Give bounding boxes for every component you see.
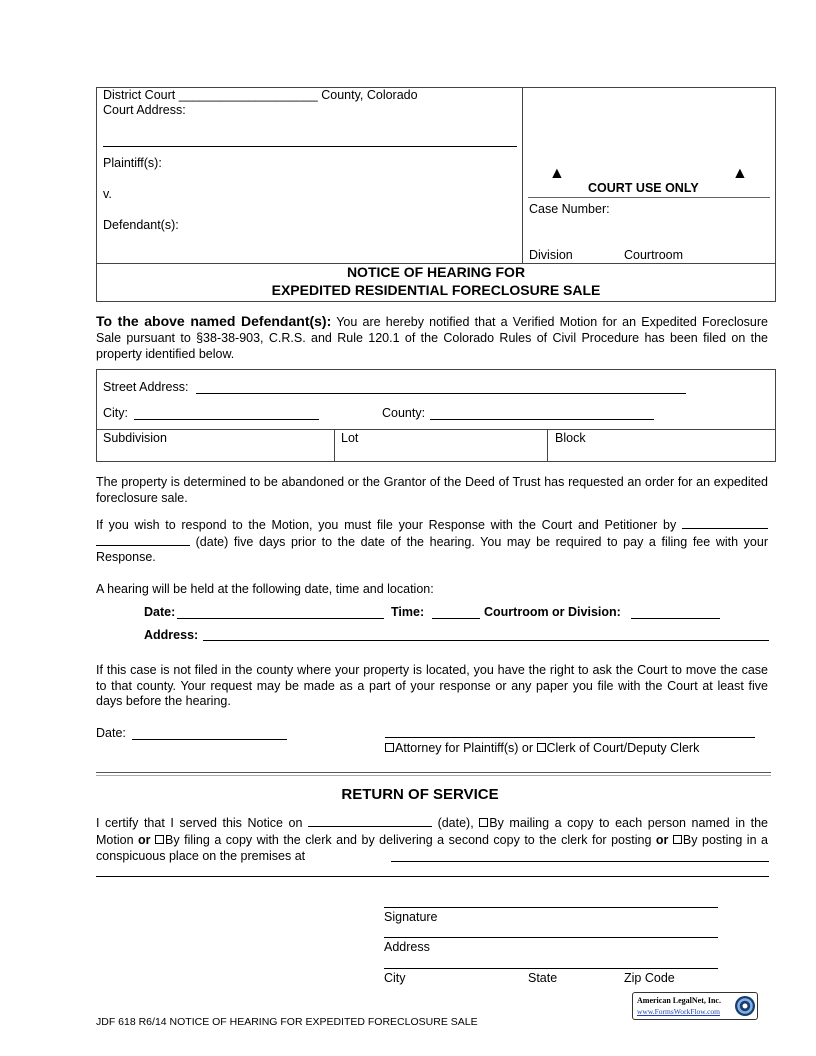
mailing-text: By mailing a copy to each person named in the Motion xyxy=(96,816,768,847)
hearing-date-line[interactable] xyxy=(177,618,384,619)
lot-label: Lot xyxy=(341,431,359,445)
title-line-2: EXPEDITED RESIDENTIAL FORECLOSURE SALE xyxy=(271,282,601,298)
property-col-divider-2 xyxy=(547,429,548,462)
hearing-intro: A hearing will be held at the following date, time and location: xyxy=(96,582,434,596)
hearing-address-label: Address: xyxy=(144,628,199,642)
respond-date-line-2[interactable] xyxy=(96,534,190,546)
respond-date-line-1[interactable] xyxy=(682,517,768,529)
district-court-line: District Court ____________________ County, Colorado xyxy=(103,88,418,102)
or-text-1: or xyxy=(138,832,151,847)
mailing-checkbox[interactable] xyxy=(479,818,488,827)
server-state-label: State xyxy=(528,971,558,985)
server-signature-line[interactable] xyxy=(384,907,718,908)
premises-line-1[interactable] xyxy=(391,861,769,862)
court-address-label: Court Address: xyxy=(103,103,186,117)
server-city-label: City xyxy=(384,971,406,985)
court-use-only-label: COURT USE ONLY xyxy=(588,181,699,195)
court-address-line[interactable] xyxy=(103,146,517,147)
clerk-signature-line[interactable] xyxy=(385,737,755,738)
court-use-arrow-left-icon: ▲ xyxy=(549,165,565,182)
clerk-checkbox[interactable] xyxy=(537,743,546,752)
property-box xyxy=(96,369,776,462)
attorney-checkbox[interactable] xyxy=(385,743,394,752)
versus-label: v. xyxy=(103,187,112,201)
filing-checkbox[interactable] xyxy=(155,835,164,844)
county-line[interactable] xyxy=(430,419,654,420)
filing-text: By filing a copy with the clerk and by delivering a second copy to the clerk for posting xyxy=(165,832,652,847)
county-label: County: xyxy=(382,406,426,420)
city-line[interactable] xyxy=(134,419,319,420)
certify-text-2: (date), xyxy=(437,816,474,830)
server-address-label: Address xyxy=(384,940,430,954)
property-row-divider xyxy=(96,429,776,430)
premises-line-2[interactable] xyxy=(96,876,769,877)
or-text-2: or xyxy=(655,832,669,847)
attorney-label: Attorney for Plaintiff(s) or xyxy=(395,741,534,755)
certify-text-1: I certify that I served this Notice on xyxy=(96,816,303,830)
notice-date-line[interactable] xyxy=(132,739,287,740)
section-divider xyxy=(96,772,771,776)
server-address-line[interactable] xyxy=(384,937,718,938)
division-label: Division xyxy=(529,248,573,262)
server-signature-label: Signature xyxy=(384,910,438,924)
city-label: City: xyxy=(103,406,128,420)
hearing-courtroom-label: Courtroom or Division: xyxy=(484,605,621,619)
return-of-service-heading: RETURN OF SERVICE xyxy=(341,786,499,803)
plaintiff-label: Plaintiff(s): xyxy=(103,156,162,170)
intro-text: You are hereby notified that a Verified Motion for an Expedited Foreclosure Sale pursuant to §38-38-903, C.R.S. and Rule 120.1 of the Colorado Rules of Civil Procedure has been filed on the property identified below. xyxy=(96,315,768,361)
street-address-label: Street Address: xyxy=(103,380,189,394)
respond-text-2: (date) five days prior to the date of the hearing. You may be required to pay a filing fee with your Response. xyxy=(96,534,768,564)
legalnet-logo-url: www.FormsWorkFlow.com xyxy=(637,1007,721,1016)
subdivision-label: Subdivision xyxy=(103,431,167,445)
posting-text: By posting in a conspicuous place on the premises at xyxy=(96,832,768,863)
signer-options xyxy=(385,741,699,755)
respond-text-1: If you wish to respond to the Motion, you must file your Response with the Court and Petitioner by xyxy=(96,518,677,532)
legalnet-globe-icon xyxy=(734,995,756,1017)
service-date-line[interactable] xyxy=(308,815,432,827)
court-use-underline xyxy=(528,197,770,198)
title-line-1: NOTICE OF HEARING FOR xyxy=(346,264,526,280)
defendant-label: Defendant(s): xyxy=(103,218,179,232)
street-address-line[interactable] xyxy=(196,393,686,394)
case-number-label: Case Number: xyxy=(529,202,610,216)
intro-paragraph xyxy=(96,313,768,362)
legalnet-logo-name: American LegalNet, Inc. xyxy=(637,996,721,1005)
notice-date-label: Date: xyxy=(96,726,126,740)
hearing-address-line[interactable] xyxy=(203,640,769,641)
property-col-divider-1 xyxy=(334,429,335,462)
abandoned-paragraph: The property is determined to be abandoned or the Grantor of the Deed of Trust has requested an order for an expedited foreclosure sale. xyxy=(96,475,768,505)
caption-divider-vertical xyxy=(522,87,523,263)
hearing-time-line[interactable] xyxy=(432,618,480,619)
hearing-time-label: Time: xyxy=(391,605,425,619)
hearing-courtroom-line[interactable] xyxy=(631,618,720,619)
hearing-date-label: Date: xyxy=(144,605,176,619)
courtroom-label: Courtroom xyxy=(624,248,684,262)
respond-paragraph xyxy=(96,517,768,566)
court-use-arrow-right-icon: ▲ xyxy=(732,165,748,182)
intro-lead: To the above named Defendant(s): xyxy=(96,313,332,329)
block-label: Block xyxy=(555,431,586,445)
server-zip-label: Zip Code xyxy=(624,971,675,985)
legalnet-logo[interactable] xyxy=(632,992,758,1020)
clerk-label: Clerk of Court/Deputy Clerk xyxy=(546,741,700,755)
form-footer-id: JDF 618 R6/14 NOTICE OF HEARING FOR EXPEDITED FORECLOSURE SALE xyxy=(96,1016,478,1028)
posting-checkbox[interactable] xyxy=(673,835,682,844)
server-city-line[interactable] xyxy=(384,968,718,969)
certify-paragraph xyxy=(96,815,768,865)
county-move-paragraph: If this case is not filed in the county where your property is located, you have the right to ask the Court to move the case to that county. Your request may be made as a part of your response or any paper you file with the Court at least five days before the hearing. xyxy=(96,663,768,708)
